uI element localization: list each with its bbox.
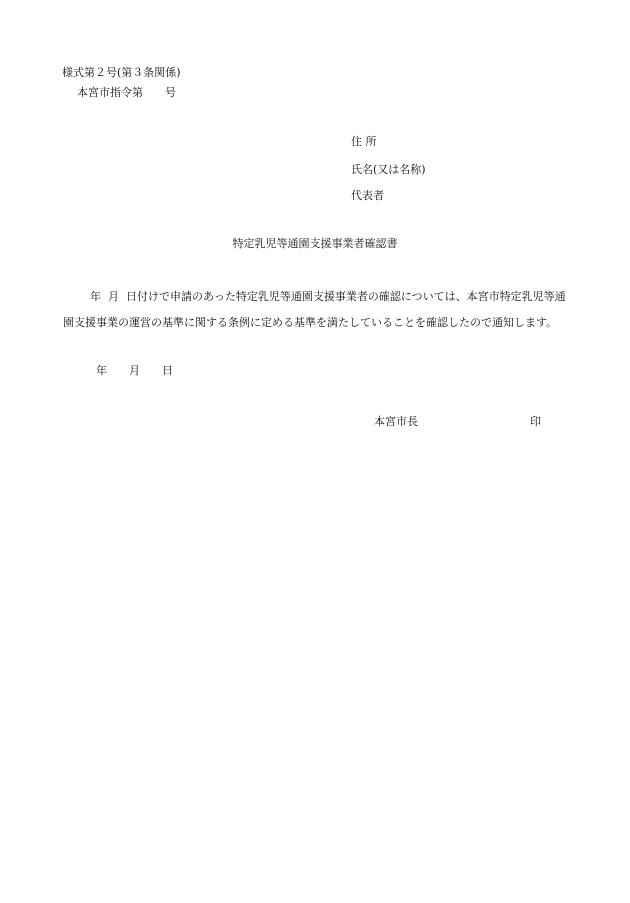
document-title: 特定乳児等通園支援事業者確認書: [232, 237, 398, 250]
representative-label: 代表者: [351, 189, 384, 202]
mayor-label: 本宮市長: [374, 415, 418, 428]
address-label: 住 所: [351, 135, 377, 148]
designation-number: 本宮市指令第 号: [77, 86, 176, 99]
body-line-2: 園支援事業の運営の基準に関する条例に定める基準を満たしていることを確認したので通知します。: [63, 316, 558, 329]
form-number: 様式第２号(第３条関係): [62, 66, 181, 79]
date-line: 年 月 日: [96, 364, 173, 377]
name-label: 氏名(又は名称): [351, 163, 426, 176]
body-line-1: 年 月 日付けで申請のあった特定乳児等通園支援事業者の確認については、本宮市特定乳児等通: [90, 290, 566, 303]
seal-mark: 印: [530, 415, 541, 428]
